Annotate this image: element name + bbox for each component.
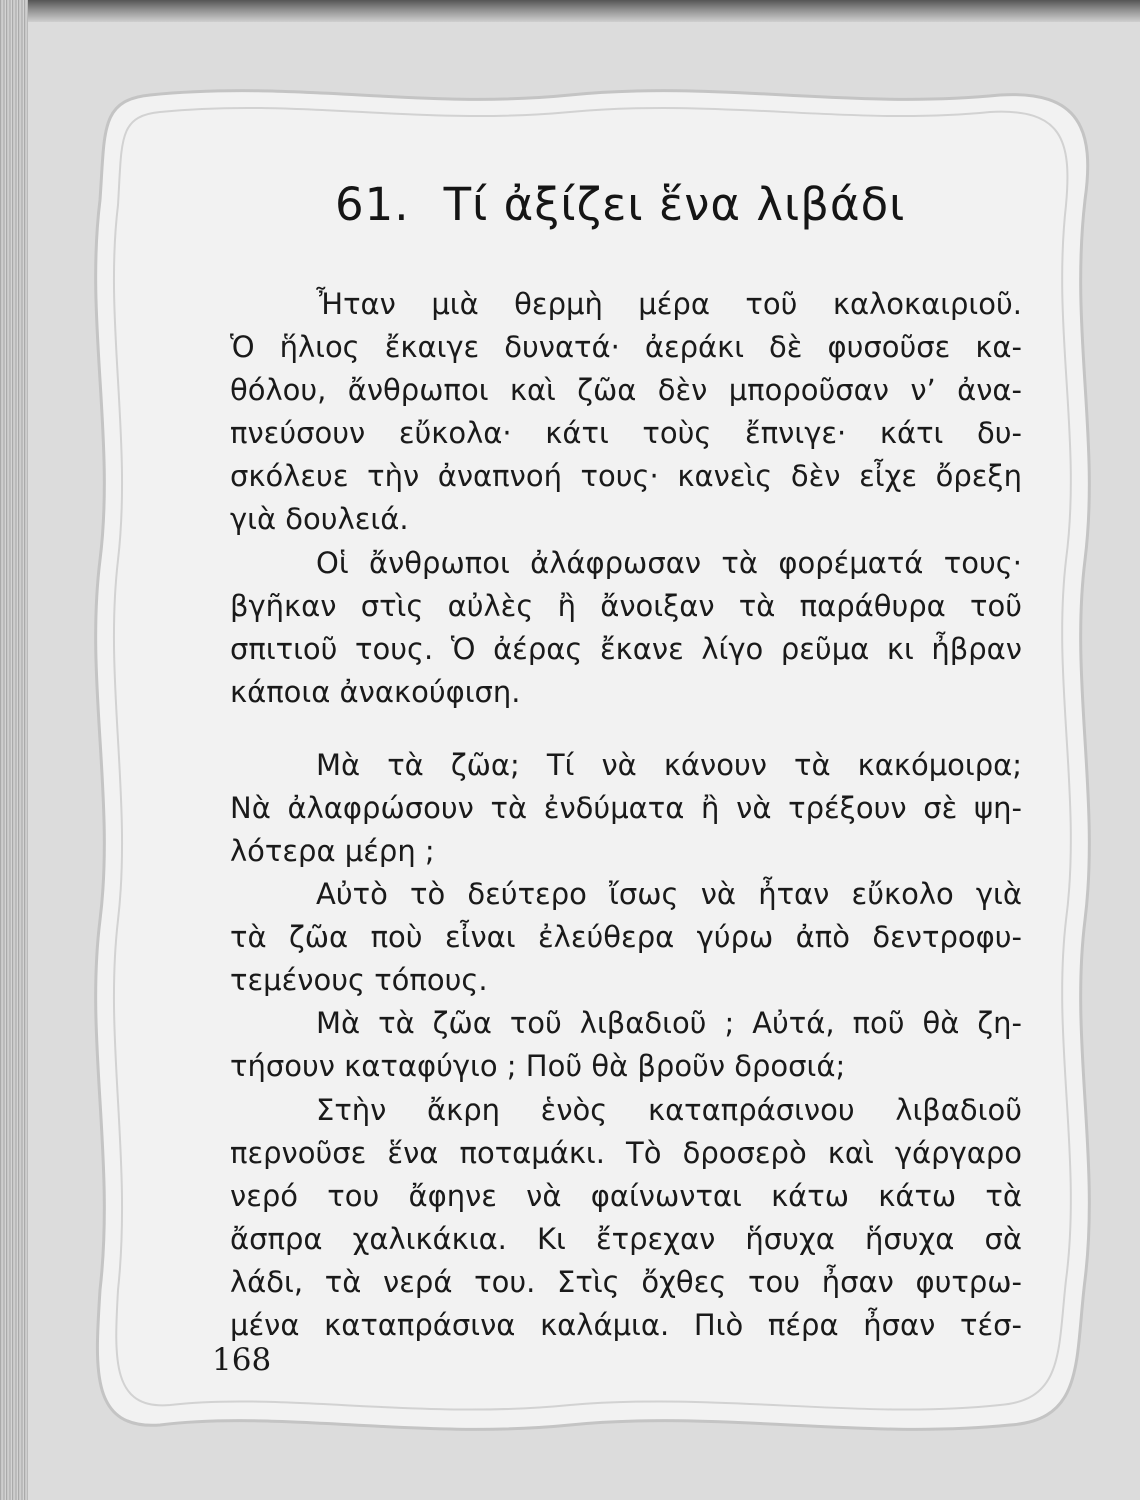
text-line: Ἦταν μιὰ θερμὴ μέρα τοῦ καλοκαιριοῦ. (316, 287, 1022, 321)
text-line: τήσουν καταφύγιο ; Ποῦ θὰ βροῦν δροσιά; (230, 1049, 846, 1083)
text-line: Μὰ τὰ ζῶα; Τί νὰ κάνουν τὰ κακόμοιρα; (316, 748, 1022, 782)
text-line: τεμένους τόπους. (230, 963, 488, 997)
text-line: βγῆκαν στὶς αὐλὲς ἢ ἄνοιξαν τὰ παράθυρα τοῦ (230, 589, 1022, 623)
text-line: Μὰ τὰ ζῶα τοῦ λιβαδιοῦ ; Αὐτά, ποῦ θὰ ζη- (316, 1006, 1022, 1040)
text-line: θόλου, ἄνθρωποι καὶ ζῶα δὲν μποροῦσαν ν’ ἀνα- (230, 373, 1022, 407)
text-line: Νὰ ἀλαφρώσουν τὰ ἐνδύματα ἢ νὰ τρέξουν σὲ ψη- (230, 791, 1022, 825)
text-line: νερό του ἄφηνε νὰ φαίνωνται κάτω κάτω τὰ (230, 1179, 1022, 1213)
text-line: περνοῦσε ἕνα ποταμάκι. Τὸ δροσερὸ καὶ γάργαρο (230, 1136, 1022, 1170)
chapter-title-text: Τί ἀξίζει ἕνα λιβάδι (443, 178, 906, 231)
text-line: λότερα μέρη ; (230, 834, 435, 868)
chapter-number: 61. (335, 178, 410, 231)
text-line: Οἱ ἄνθρωποι ἀλάφρωσαν τὰ φορέματά τους· (316, 546, 1022, 580)
text-line: τὰ ζῶα ποὺ εἶναι ἐλεύθερα γύρω ἀπὸ δεντροφυ- (230, 920, 1022, 954)
text-line: Αὐτὸ τὸ δεύτερο ἴσως νὰ ἦταν εὔκολο γιὰ (316, 877, 1022, 911)
text-line: γιὰ δουλειά. (230, 502, 409, 536)
text-line: σκόλευε τὴν ἀναπνοή τους· κανεὶς δὲν εἶχε ὄρεξη (230, 459, 1022, 493)
page-number: 168 (212, 1342, 272, 1378)
text-line: μένα καταπράσινα καλάμια. Πιὸ πέρα ἦσαν τέσ- (230, 1308, 1022, 1342)
text-line: κάποια ἀνακούφιση. (230, 675, 521, 709)
text-line: σπιτιοῦ τους. Ὁ ἀέρας ἔκανε λίγο ρεῦμα κι ἦβραν (230, 632, 1022, 666)
text-line: πνεύσουν εὔκολα· κάτι τοὺς ἔπνιγε· κάτι δυ- (230, 416, 1022, 450)
text-line: Ὁ ἥλιος ἔκαιγε δυνατά· ἀεράκι δὲ φυσοῦσε κα- (230, 330, 1022, 364)
text-line: ἄσπρα χαλικάκια. Κι ἔτρεχαν ἥσυχα ἥσυχα σὰ (230, 1222, 1022, 1256)
chapter-title (335, 178, 955, 231)
text-line: λάδι, τὰ νερά του. Στὶς ὄχθες του ἦσαν φυτρω- (230, 1265, 1022, 1299)
text-line: Στὴν ἄκρη ἑνὸς καταπράσινου λιβαδιοῦ (316, 1093, 1022, 1127)
